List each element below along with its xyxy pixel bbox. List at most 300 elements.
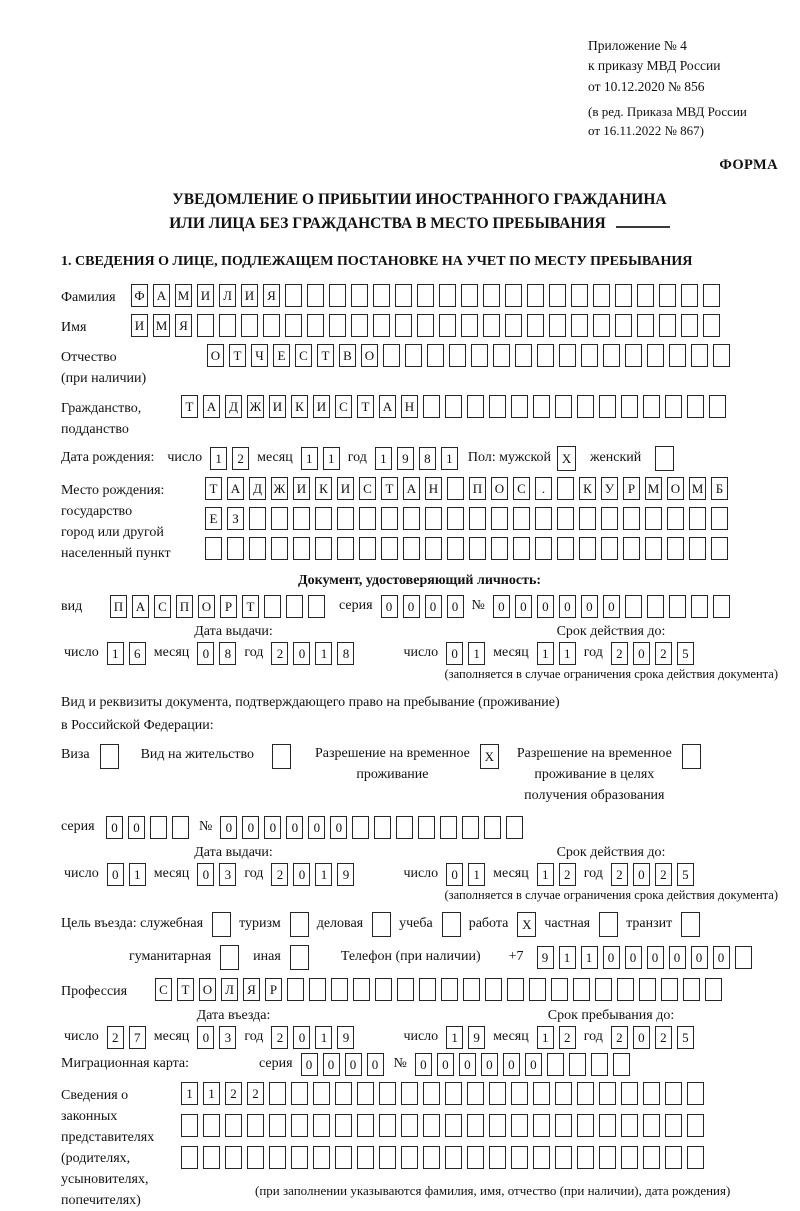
char-box[interactable] — [569, 1053, 586, 1076]
char-box[interactable]: Т — [205, 477, 222, 500]
char-box[interactable] — [689, 507, 706, 530]
char-box[interactable]: В — [339, 344, 356, 367]
char-box[interactable] — [691, 344, 708, 367]
char-box[interactable] — [591, 1053, 608, 1076]
char-box[interactable]: 0 — [220, 816, 237, 839]
char-box[interactable] — [423, 395, 440, 418]
char-box[interactable] — [681, 912, 700, 937]
char-box[interactable] — [418, 816, 435, 839]
char-box[interactable]: 2 — [655, 642, 672, 665]
char-box[interactable] — [379, 1114, 396, 1137]
char-box[interactable]: П — [176, 595, 193, 618]
char-box[interactable] — [329, 314, 346, 337]
char-box[interactable] — [599, 912, 618, 937]
char-box[interactable]: 2 — [232, 447, 249, 470]
char-box[interactable]: Р — [220, 595, 237, 618]
char-box[interactable]: Л — [219, 284, 236, 307]
char-box[interactable]: О — [361, 344, 378, 367]
char-box[interactable]: Я — [263, 284, 280, 307]
char-box[interactable] — [655, 446, 674, 471]
char-box[interactable]: 8 — [419, 447, 436, 470]
char-box[interactable] — [471, 344, 488, 367]
char-box[interactable]: 1 — [315, 1026, 332, 1049]
char-box[interactable]: 1 — [559, 642, 576, 665]
char-box[interactable] — [643, 1082, 660, 1105]
char-box[interactable]: А — [379, 395, 396, 418]
char-box[interactable]: 8 — [337, 642, 354, 665]
char-box[interactable]: 1 — [323, 447, 340, 470]
char-box[interactable] — [397, 978, 414, 1001]
char-box[interactable]: 2 — [107, 1026, 124, 1049]
char-box[interactable] — [547, 1053, 564, 1076]
char-box[interactable]: И — [313, 395, 330, 418]
char-box[interactable] — [247, 1114, 264, 1137]
char-box[interactable]: 1 — [375, 447, 392, 470]
char-box[interactable]: Р — [623, 477, 640, 500]
char-box[interactable] — [315, 507, 332, 530]
char-box[interactable]: 1 — [129, 863, 146, 886]
char-box[interactable] — [573, 978, 590, 1001]
char-box[interactable]: X — [557, 446, 576, 471]
char-box[interactable]: 0 — [286, 816, 303, 839]
char-box[interactable] — [537, 344, 554, 367]
char-box[interactable] — [713, 344, 730, 367]
char-box[interactable]: 3 — [219, 863, 236, 886]
char-box[interactable] — [461, 314, 478, 337]
char-box[interactable] — [623, 507, 640, 530]
char-box[interactable] — [445, 1114, 462, 1137]
char-box[interactable]: 9 — [397, 447, 414, 470]
char-box[interactable]: И — [269, 395, 286, 418]
char-box[interactable]: 0 — [669, 946, 686, 969]
char-box[interactable] — [599, 1114, 616, 1137]
char-box[interactable]: 9 — [337, 863, 354, 886]
char-box[interactable]: 1 — [537, 863, 554, 886]
char-box[interactable] — [643, 1114, 660, 1137]
char-box[interactable]: 0 — [330, 816, 347, 839]
char-box[interactable] — [687, 1082, 704, 1105]
char-box[interactable]: И — [337, 477, 354, 500]
char-box[interactable] — [511, 1082, 528, 1105]
char-box[interactable] — [527, 284, 544, 307]
char-box[interactable] — [681, 314, 698, 337]
char-box[interactable]: А — [153, 284, 170, 307]
char-box[interactable]: 9 — [468, 1026, 485, 1049]
char-box[interactable]: К — [315, 477, 332, 500]
char-box[interactable] — [615, 284, 632, 307]
char-box[interactable]: И — [197, 284, 214, 307]
char-box[interactable]: 1 — [210, 447, 227, 470]
char-box[interactable]: О — [199, 978, 216, 1001]
char-box[interactable]: 0 — [197, 863, 214, 886]
char-box[interactable] — [395, 314, 412, 337]
char-box[interactable]: 2 — [611, 1026, 628, 1049]
char-box[interactable] — [484, 816, 501, 839]
char-box[interactable]: К — [579, 477, 596, 500]
char-box[interactable]: 0 — [293, 863, 310, 886]
char-box[interactable] — [293, 507, 310, 530]
char-box[interactable]: 1 — [441, 447, 458, 470]
char-box[interactable]: А — [227, 477, 244, 500]
char-box[interactable] — [643, 395, 660, 418]
char-box[interactable]: 5 — [677, 863, 694, 886]
char-box[interactable] — [383, 344, 400, 367]
char-box[interactable] — [489, 1114, 506, 1137]
char-box[interactable]: 0 — [446, 642, 463, 665]
char-box[interactable] — [491, 507, 508, 530]
char-box[interactable]: С — [359, 477, 376, 500]
char-box[interactable]: 0 — [293, 1026, 310, 1049]
char-box[interactable] — [665, 395, 682, 418]
char-box[interactable]: Р — [265, 978, 282, 1001]
char-box[interactable] — [533, 1082, 550, 1105]
char-box[interactable]: 0 — [293, 642, 310, 665]
char-box[interactable] — [445, 1146, 462, 1169]
char-box[interactable] — [705, 978, 722, 1001]
char-box[interactable] — [359, 537, 376, 560]
char-box[interactable] — [307, 284, 324, 307]
char-box[interactable] — [637, 284, 654, 307]
char-box[interactable] — [212, 912, 231, 937]
char-box[interactable] — [352, 816, 369, 839]
char-box[interactable] — [293, 537, 310, 560]
char-box[interactable] — [381, 507, 398, 530]
char-box[interactable]: Л — [221, 978, 238, 1001]
char-box[interactable]: 0 — [128, 816, 145, 839]
char-box[interactable] — [100, 744, 119, 769]
char-box[interactable]: 0 — [323, 1053, 340, 1076]
char-box[interactable] — [687, 1146, 704, 1169]
char-box[interactable]: 0 — [367, 1053, 384, 1076]
char-box[interactable] — [571, 284, 588, 307]
char-box[interactable] — [335, 1146, 352, 1169]
char-box[interactable]: С — [155, 978, 172, 1001]
char-box[interactable]: 0 — [459, 1053, 476, 1076]
char-box[interactable] — [269, 1146, 286, 1169]
char-box[interactable] — [625, 595, 642, 618]
char-box[interactable] — [511, 1114, 528, 1137]
char-box[interactable]: 0 — [381, 595, 398, 618]
char-box[interactable]: С — [154, 595, 171, 618]
char-box[interactable] — [625, 344, 642, 367]
char-box[interactable]: Д — [249, 477, 266, 500]
char-box[interactable] — [549, 314, 566, 337]
char-box[interactable] — [247, 1146, 264, 1169]
char-box[interactable] — [357, 1114, 374, 1137]
char-box[interactable] — [271, 507, 288, 530]
char-box[interactable]: 0 — [603, 946, 620, 969]
char-box[interactable]: О — [491, 477, 508, 500]
char-box[interactable] — [483, 314, 500, 337]
char-box[interactable] — [373, 284, 390, 307]
char-box[interactable] — [150, 816, 167, 839]
char-box[interactable] — [307, 314, 324, 337]
char-box[interactable]: 0 — [647, 946, 664, 969]
char-box[interactable] — [425, 537, 442, 560]
char-box[interactable] — [689, 537, 706, 560]
char-box[interactable]: Т — [242, 595, 259, 618]
char-box[interactable] — [555, 1114, 572, 1137]
char-box[interactable] — [489, 1082, 506, 1105]
char-box[interactable] — [665, 1114, 682, 1137]
char-box[interactable]: 0 — [106, 816, 123, 839]
char-box[interactable] — [665, 1146, 682, 1169]
char-box[interactable] — [489, 1146, 506, 1169]
char-box[interactable]: А — [203, 395, 220, 418]
char-box[interactable] — [249, 507, 266, 530]
char-box[interactable]: 9 — [337, 1026, 354, 1049]
char-box[interactable] — [687, 1114, 704, 1137]
char-box[interactable] — [449, 344, 466, 367]
char-box[interactable] — [621, 1082, 638, 1105]
char-box[interactable]: 0 — [525, 1053, 542, 1076]
char-box[interactable] — [533, 395, 550, 418]
char-box[interactable]: 0 — [503, 1053, 520, 1076]
char-box[interactable]: 2 — [611, 642, 628, 665]
char-box[interactable] — [549, 284, 566, 307]
char-box[interactable] — [713, 595, 730, 618]
char-box[interactable] — [381, 537, 398, 560]
char-box[interactable] — [181, 1114, 198, 1137]
char-box[interactable] — [621, 1146, 638, 1169]
char-box[interactable]: 0 — [713, 946, 730, 969]
char-box[interactable]: Ж — [271, 477, 288, 500]
char-box[interactable] — [439, 314, 456, 337]
char-box[interactable] — [683, 978, 700, 1001]
char-box[interactable] — [337, 507, 354, 530]
char-box[interactable] — [493, 344, 510, 367]
char-box[interactable] — [264, 595, 281, 618]
char-box[interactable] — [621, 395, 638, 418]
char-box[interactable]: З — [227, 507, 244, 530]
char-box[interactable]: Ф — [131, 284, 148, 307]
char-box[interactable]: 0 — [515, 595, 532, 618]
char-box[interactable] — [669, 595, 686, 618]
char-box[interactable] — [665, 1082, 682, 1105]
char-box[interactable]: Т — [229, 344, 246, 367]
char-box[interactable] — [491, 537, 508, 560]
char-box[interactable] — [172, 816, 189, 839]
char-box[interactable] — [445, 1082, 462, 1105]
char-box[interactable] — [467, 1146, 484, 1169]
char-box[interactable] — [374, 816, 391, 839]
char-box[interactable] — [577, 395, 594, 418]
char-box[interactable]: 0 — [107, 863, 124, 886]
char-box[interactable] — [555, 1146, 572, 1169]
char-box[interactable] — [581, 344, 598, 367]
char-box[interactable] — [621, 1114, 638, 1137]
char-box[interactable]: 2 — [655, 863, 672, 886]
char-box[interactable] — [203, 1114, 220, 1137]
char-box[interactable] — [263, 314, 280, 337]
char-box[interactable] — [372, 912, 391, 937]
char-box[interactable] — [579, 507, 596, 530]
char-box[interactable]: X — [517, 912, 536, 937]
char-box[interactable] — [603, 344, 620, 367]
char-box[interactable]: М — [175, 284, 192, 307]
char-box[interactable] — [313, 1146, 330, 1169]
char-box[interactable] — [709, 395, 726, 418]
char-box[interactable]: 1 — [203, 1082, 220, 1105]
char-box[interactable] — [309, 978, 326, 1001]
char-box[interactable] — [703, 314, 720, 337]
char-box[interactable] — [467, 1114, 484, 1137]
char-box[interactable] — [375, 978, 392, 1001]
char-box[interactable] — [617, 978, 634, 1001]
char-box[interactable]: 0 — [437, 1053, 454, 1076]
char-box[interactable]: 7 — [129, 1026, 146, 1049]
char-box[interactable]: И — [131, 314, 148, 337]
char-box[interactable] — [691, 595, 708, 618]
char-box[interactable] — [419, 978, 436, 1001]
char-box[interactable] — [469, 507, 486, 530]
char-box[interactable] — [417, 284, 434, 307]
char-box[interactable]: 2 — [247, 1082, 264, 1105]
char-box[interactable] — [205, 537, 222, 560]
char-box[interactable] — [423, 1146, 440, 1169]
char-box[interactable] — [661, 978, 678, 1001]
char-box[interactable] — [423, 1082, 440, 1105]
char-box[interactable] — [557, 537, 574, 560]
char-box[interactable]: М — [689, 477, 706, 500]
char-box[interactable] — [329, 284, 346, 307]
char-box[interactable] — [359, 507, 376, 530]
char-box[interactable] — [667, 507, 684, 530]
char-box[interactable] — [505, 284, 522, 307]
char-box[interactable]: 0 — [197, 1026, 214, 1049]
char-box[interactable] — [467, 395, 484, 418]
char-box[interactable] — [639, 978, 656, 1001]
char-box[interactable] — [335, 1082, 352, 1105]
char-box[interactable] — [423, 1114, 440, 1137]
char-box[interactable]: 2 — [271, 863, 288, 886]
char-box[interactable] — [225, 1146, 242, 1169]
char-box[interactable]: 1 — [315, 642, 332, 665]
char-box[interactable] — [440, 816, 457, 839]
char-box[interactable] — [637, 314, 654, 337]
char-box[interactable] — [403, 537, 420, 560]
char-box[interactable]: Ч — [251, 344, 268, 367]
char-box[interactable]: 2 — [559, 1026, 576, 1049]
char-box[interactable] — [571, 314, 588, 337]
char-box[interactable]: А — [403, 477, 420, 500]
char-box[interactable] — [659, 314, 676, 337]
char-box[interactable]: 1 — [107, 642, 124, 665]
char-box[interactable] — [535, 537, 552, 560]
char-box[interactable] — [613, 1053, 630, 1076]
char-box[interactable]: 1 — [315, 863, 332, 886]
char-box[interactable] — [506, 816, 523, 839]
char-box[interactable] — [682, 744, 701, 769]
char-box[interactable] — [442, 912, 461, 937]
char-box[interactable]: 2 — [611, 863, 628, 886]
char-box[interactable]: Т — [317, 344, 334, 367]
char-box[interactable]: Н — [401, 395, 418, 418]
char-box[interactable] — [272, 744, 291, 769]
char-box[interactable] — [351, 284, 368, 307]
char-box[interactable] — [291, 1146, 308, 1169]
char-box[interactable] — [461, 284, 478, 307]
char-box[interactable]: 0 — [633, 863, 650, 886]
char-box[interactable] — [687, 395, 704, 418]
char-box[interactable]: 2 — [271, 1026, 288, 1049]
char-box[interactable] — [220, 945, 239, 970]
char-box[interactable] — [439, 284, 456, 307]
char-box[interactable] — [615, 314, 632, 337]
char-box[interactable] — [285, 314, 302, 337]
char-box[interactable] — [505, 314, 522, 337]
char-box[interactable]: 1 — [181, 1082, 198, 1105]
char-box[interactable] — [735, 946, 752, 969]
char-box[interactable]: 1 — [537, 642, 554, 665]
char-box[interactable]: Е — [205, 507, 222, 530]
char-box[interactable] — [313, 1082, 330, 1105]
char-box[interactable] — [645, 507, 662, 530]
char-box[interactable] — [269, 1082, 286, 1105]
char-box[interactable] — [331, 978, 348, 1001]
char-box[interactable]: 0 — [415, 1053, 432, 1076]
char-box[interactable]: 0 — [403, 595, 420, 618]
char-box[interactable]: 0 — [581, 595, 598, 618]
char-box[interactable] — [203, 1146, 220, 1169]
char-box[interactable] — [711, 507, 728, 530]
char-box[interactable] — [515, 344, 532, 367]
char-box[interactable] — [669, 344, 686, 367]
char-box[interactable] — [599, 1082, 616, 1105]
char-box[interactable] — [241, 314, 258, 337]
char-box[interactable] — [401, 1114, 418, 1137]
char-box[interactable]: 0 — [447, 595, 464, 618]
char-box[interactable] — [645, 537, 662, 560]
char-box[interactable]: 0 — [537, 595, 554, 618]
char-box[interactable]: 1 — [446, 1026, 463, 1049]
char-box[interactable]: 0 — [242, 816, 259, 839]
char-box[interactable] — [225, 1114, 242, 1137]
char-box[interactable] — [599, 395, 616, 418]
char-box[interactable] — [197, 314, 214, 337]
char-box[interactable]: П — [110, 595, 127, 618]
char-box[interactable]: . — [535, 477, 552, 500]
char-box[interactable]: М — [153, 314, 170, 337]
char-box[interactable] — [271, 537, 288, 560]
char-box[interactable] — [513, 507, 530, 530]
char-box[interactable] — [593, 314, 610, 337]
char-box[interactable]: Е — [273, 344, 290, 367]
char-box[interactable] — [595, 978, 612, 1001]
char-box[interactable] — [353, 978, 370, 1001]
char-box[interactable] — [667, 537, 684, 560]
char-box[interactable]: М — [645, 477, 662, 500]
char-box[interactable] — [647, 595, 664, 618]
char-box[interactable] — [315, 537, 332, 560]
char-box[interactable] — [287, 978, 304, 1001]
char-box[interactable] — [269, 1114, 286, 1137]
char-box[interactable]: 3 — [219, 1026, 236, 1049]
char-box[interactable]: 1 — [468, 642, 485, 665]
char-box[interactable]: 5 — [677, 642, 694, 665]
char-box[interactable]: 1 — [581, 946, 598, 969]
char-box[interactable] — [513, 537, 530, 560]
char-box[interactable]: Я — [175, 314, 192, 337]
char-box[interactable]: Д — [225, 395, 242, 418]
char-box[interactable] — [227, 537, 244, 560]
char-box[interactable] — [427, 344, 444, 367]
char-box[interactable] — [291, 1082, 308, 1105]
char-box[interactable] — [511, 395, 528, 418]
char-box[interactable] — [511, 1146, 528, 1169]
char-box[interactable]: Т — [357, 395, 374, 418]
char-box[interactable]: С — [513, 477, 530, 500]
